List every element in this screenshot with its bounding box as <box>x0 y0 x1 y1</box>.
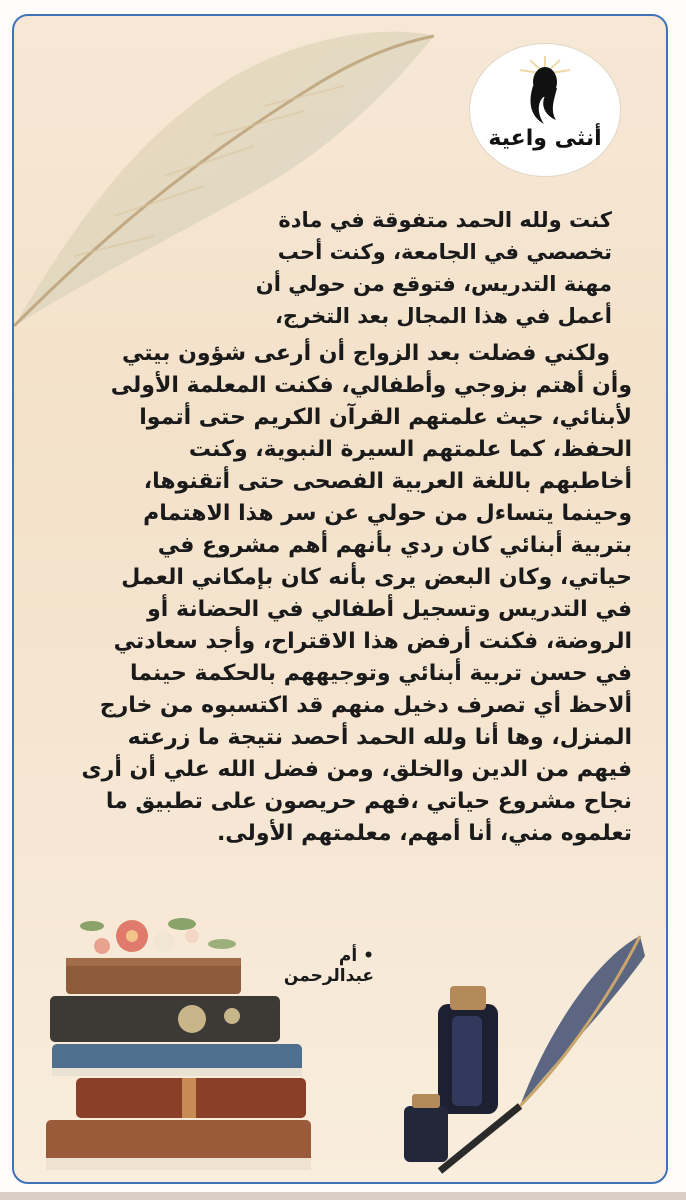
article-body <box>40 204 650 850</box>
text-line: وحينما يتساءل من حولي عن سر هذا الاهتمام <box>143 501 632 526</box>
text-line: في التدريس وتسجيل أطفالي في الحضانة أو <box>147 597 632 622</box>
text-line: حياتي، وكان البعض يرى بأنه كان بإمكاني العمل <box>121 565 632 590</box>
text-line: الحفظ، كما علمتهم السيرة النبوية، وكنت <box>188 437 632 462</box>
text-line: ألاحظ أي تصرف دخيل منهم قد اكتسبوه من خارج <box>99 693 632 718</box>
page-bottom-strip <box>0 1192 686 1200</box>
paragraph-main <box>40 338 650 850</box>
text-line: الروضة، فكنت أرفض هذا الاقتراح، وأجد سعادتي <box>113 629 632 654</box>
woman-silhouette-icon <box>510 54 580 126</box>
text-line: مهنة التدريس، فتوقع من حولي أن <box>255 272 612 296</box>
author-name: • أم عبدالرحمن <box>283 946 374 986</box>
text-line: وأن أهتم بزوجي وأطفالي، فكنت المعلمة الأولى <box>110 373 632 398</box>
logo-text: أنثى واعية <box>488 126 602 151</box>
text-line: ولكني فضلت بعد الزواج أن أرعى شؤون بيتي <box>121 341 610 366</box>
text-line: بتربية أبنائي كان ردي بأنهم أهم مشروع في <box>157 533 632 558</box>
text-line: المنزل، وها أنا ولله الحمد أحصد نتيجة ما زرعته <box>127 725 632 750</box>
books-illustration-icon <box>32 896 322 1176</box>
text-line: لأبنائي، حيث علمتهم القرآن الكريم حتى أتموا <box>139 405 632 430</box>
text-line: تخصصي في الجامعة، وكنت أحب <box>277 240 612 264</box>
text-line: أعمل في هذا المجال بعد التخرج، <box>274 304 612 328</box>
paragraph-intro <box>40 204 650 332</box>
brand-logo <box>470 44 620 176</box>
text-line: أخاطبهم باللغة العربية الفصحى حتى أتقنوها، <box>143 469 632 494</box>
text-line: كنت ولله الحمد متفوقة في مادة <box>278 208 612 232</box>
post-card <box>12 14 668 1184</box>
text-line: تعلموه مني، أنا أمهم، معلمتهم الأولى. <box>216 821 632 846</box>
text-line: نجاح مشروع حياتي ،فهم حريصون على تطبيق ما <box>105 789 632 814</box>
text-line: في حسن تربية أبنائي وتوجيههم بالحكمة حينما <box>130 661 632 686</box>
text-line: فيهم من الدين والخلق، ومن فضل الله علي أن أرى <box>81 757 632 782</box>
inkwell-quill-icon <box>400 916 650 1184</box>
